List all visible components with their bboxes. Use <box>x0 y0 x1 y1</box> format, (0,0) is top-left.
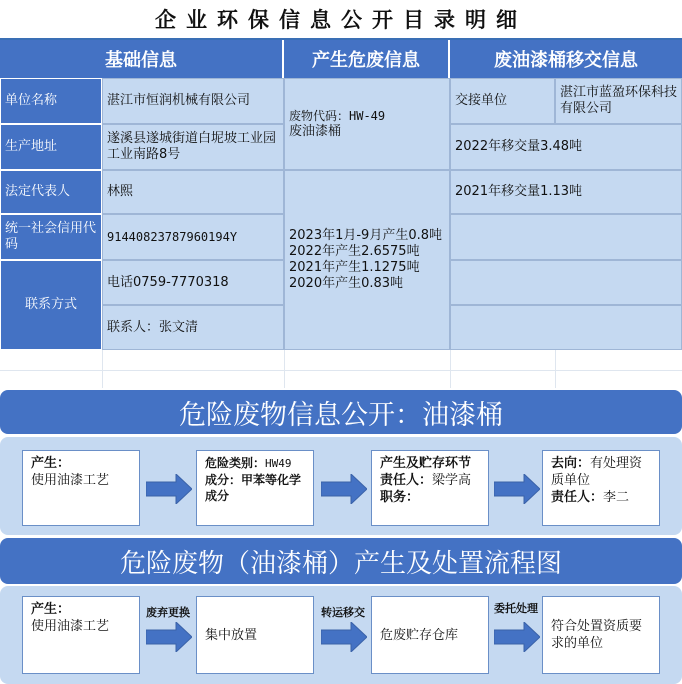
s1-box-destination <box>542 450 660 526</box>
s2-arrow2-label: 转运移交 <box>321 606 365 619</box>
s1-composition-label: 成分： <box>205 473 242 487</box>
page-title: 企业环保信息公开目录明细 <box>0 0 682 40</box>
s1-arrow-icon <box>321 474 367 504</box>
s2-box-disposal-unit <box>542 596 660 674</box>
grid-line <box>450 350 451 388</box>
s1-storage-resp-label: 责任人： <box>380 473 433 488</box>
waste-output-line: 2022年产生2.6575吨 <box>289 244 420 259</box>
s1-box-produce <box>22 450 140 526</box>
s1-storage-duty-label: 职务： <box>380 490 420 505</box>
s1-produce-label: 产生： <box>31 456 71 471</box>
address-label: 生产地址 <box>0 124 102 170</box>
s2-box-warehouse <box>371 596 489 674</box>
s2-box-produce <box>22 596 140 674</box>
legal-rep-label: 法定代表人 <box>0 170 102 214</box>
s1-composition-value: 甲苯等化学成分 <box>205 473 302 503</box>
s2-box-collect <box>196 596 314 674</box>
credit-code-label: 统一社会信用代码 <box>0 214 102 260</box>
waste-output-line: 2023年1月-9月产生0.8吨 <box>289 228 442 243</box>
s2-produce-label: 产生： <box>31 602 71 617</box>
company-label: 单位名称 <box>0 78 102 124</box>
section1-banner: 危险废物信息公开：油漆桶 <box>0 390 682 434</box>
transfer-2022: 2022年移交量3.48吨 <box>450 124 682 170</box>
s2-disposal-text: 符合处置资质要求的单位 <box>551 619 643 651</box>
waste-code-text: 废物代码：HW-49 <box>289 109 386 123</box>
waste-output-line: 2021年产生1.1275吨 <box>289 260 420 275</box>
credit-code-value: 91440823787960194Y <box>102 214 284 260</box>
receiver-label: 交接单位 <box>450 78 555 124</box>
s1-dest-resp-value: 李二 <box>603 490 630 505</box>
s2-collect-text: 集中放置 <box>205 627 258 643</box>
grid-line <box>555 350 556 388</box>
waste-code-cell <box>284 78 450 170</box>
transfer-2021: 2021年移交量1.13吨 <box>450 170 682 214</box>
s2-arrow-icon <box>494 622 540 652</box>
contact-person-value: 联系人：张文清 <box>102 305 284 350</box>
s1-dest-value: 有处理资质单位 <box>551 456 643 488</box>
waste-name-text: 废油漆桶 <box>289 124 342 139</box>
s2-arrow-icon <box>146 622 192 652</box>
grid-line <box>102 350 103 388</box>
s1-box-storage <box>371 450 489 526</box>
s2-produce-text: 使用油漆工艺 <box>31 619 110 634</box>
s1-arrow-icon <box>146 474 192 504</box>
phone-value: 电话0759-7770318 <box>102 260 284 305</box>
s1-category-value: HW49 <box>265 457 292 470</box>
s1-dest-resp-label: 责任人： <box>551 490 604 505</box>
s1-arrow-icon <box>494 474 540 504</box>
header-waste-info: 产生危废信息 <box>284 40 450 78</box>
waste-output-cell <box>284 170 450 350</box>
transfer-empty-row <box>450 214 682 260</box>
s2-arrow-icon <box>321 622 367 652</box>
transfer-empty-row <box>450 305 682 350</box>
header-transfer-info: 废油漆桶移交信息 <box>450 40 682 78</box>
address-value: 遂溪县遂城街道白坭坡工业园工业南路8号 <box>102 124 284 170</box>
s1-produce-text: 使用油漆工艺 <box>31 473 110 488</box>
company-value: 湛江市恒润机械有限公司 <box>102 78 284 124</box>
s1-storage-resp-value: 梁学高 <box>432 473 472 488</box>
s2-arrow3-label: 委托处理 <box>494 602 538 615</box>
grid-line <box>284 350 285 388</box>
s1-storage-label: 产生及贮存环节 <box>380 456 472 471</box>
s1-box-category <box>196 450 314 526</box>
s1-category-label: 危险类别： <box>205 456 266 470</box>
receiver-value: 湛江市蓝盈环保科技有限公司 <box>555 78 682 124</box>
legal-rep-value: 林熙 <box>102 170 284 214</box>
s2-warehouse-text: 危废贮存仓库 <box>380 627 459 643</box>
section2-banner: 危险废物（油漆桶）产生及处置流程图 <box>0 538 682 584</box>
waste-output-line: 2020年产生0.83吨 <box>289 276 404 291</box>
s2-arrow1-label: 废弃更换 <box>146 606 190 619</box>
s1-dest-label: 去向： <box>551 456 591 471</box>
header-basic-info: 基础信息 <box>0 40 284 78</box>
transfer-empty-row <box>450 260 682 305</box>
contact-label: 联系方式 <box>0 260 102 350</box>
